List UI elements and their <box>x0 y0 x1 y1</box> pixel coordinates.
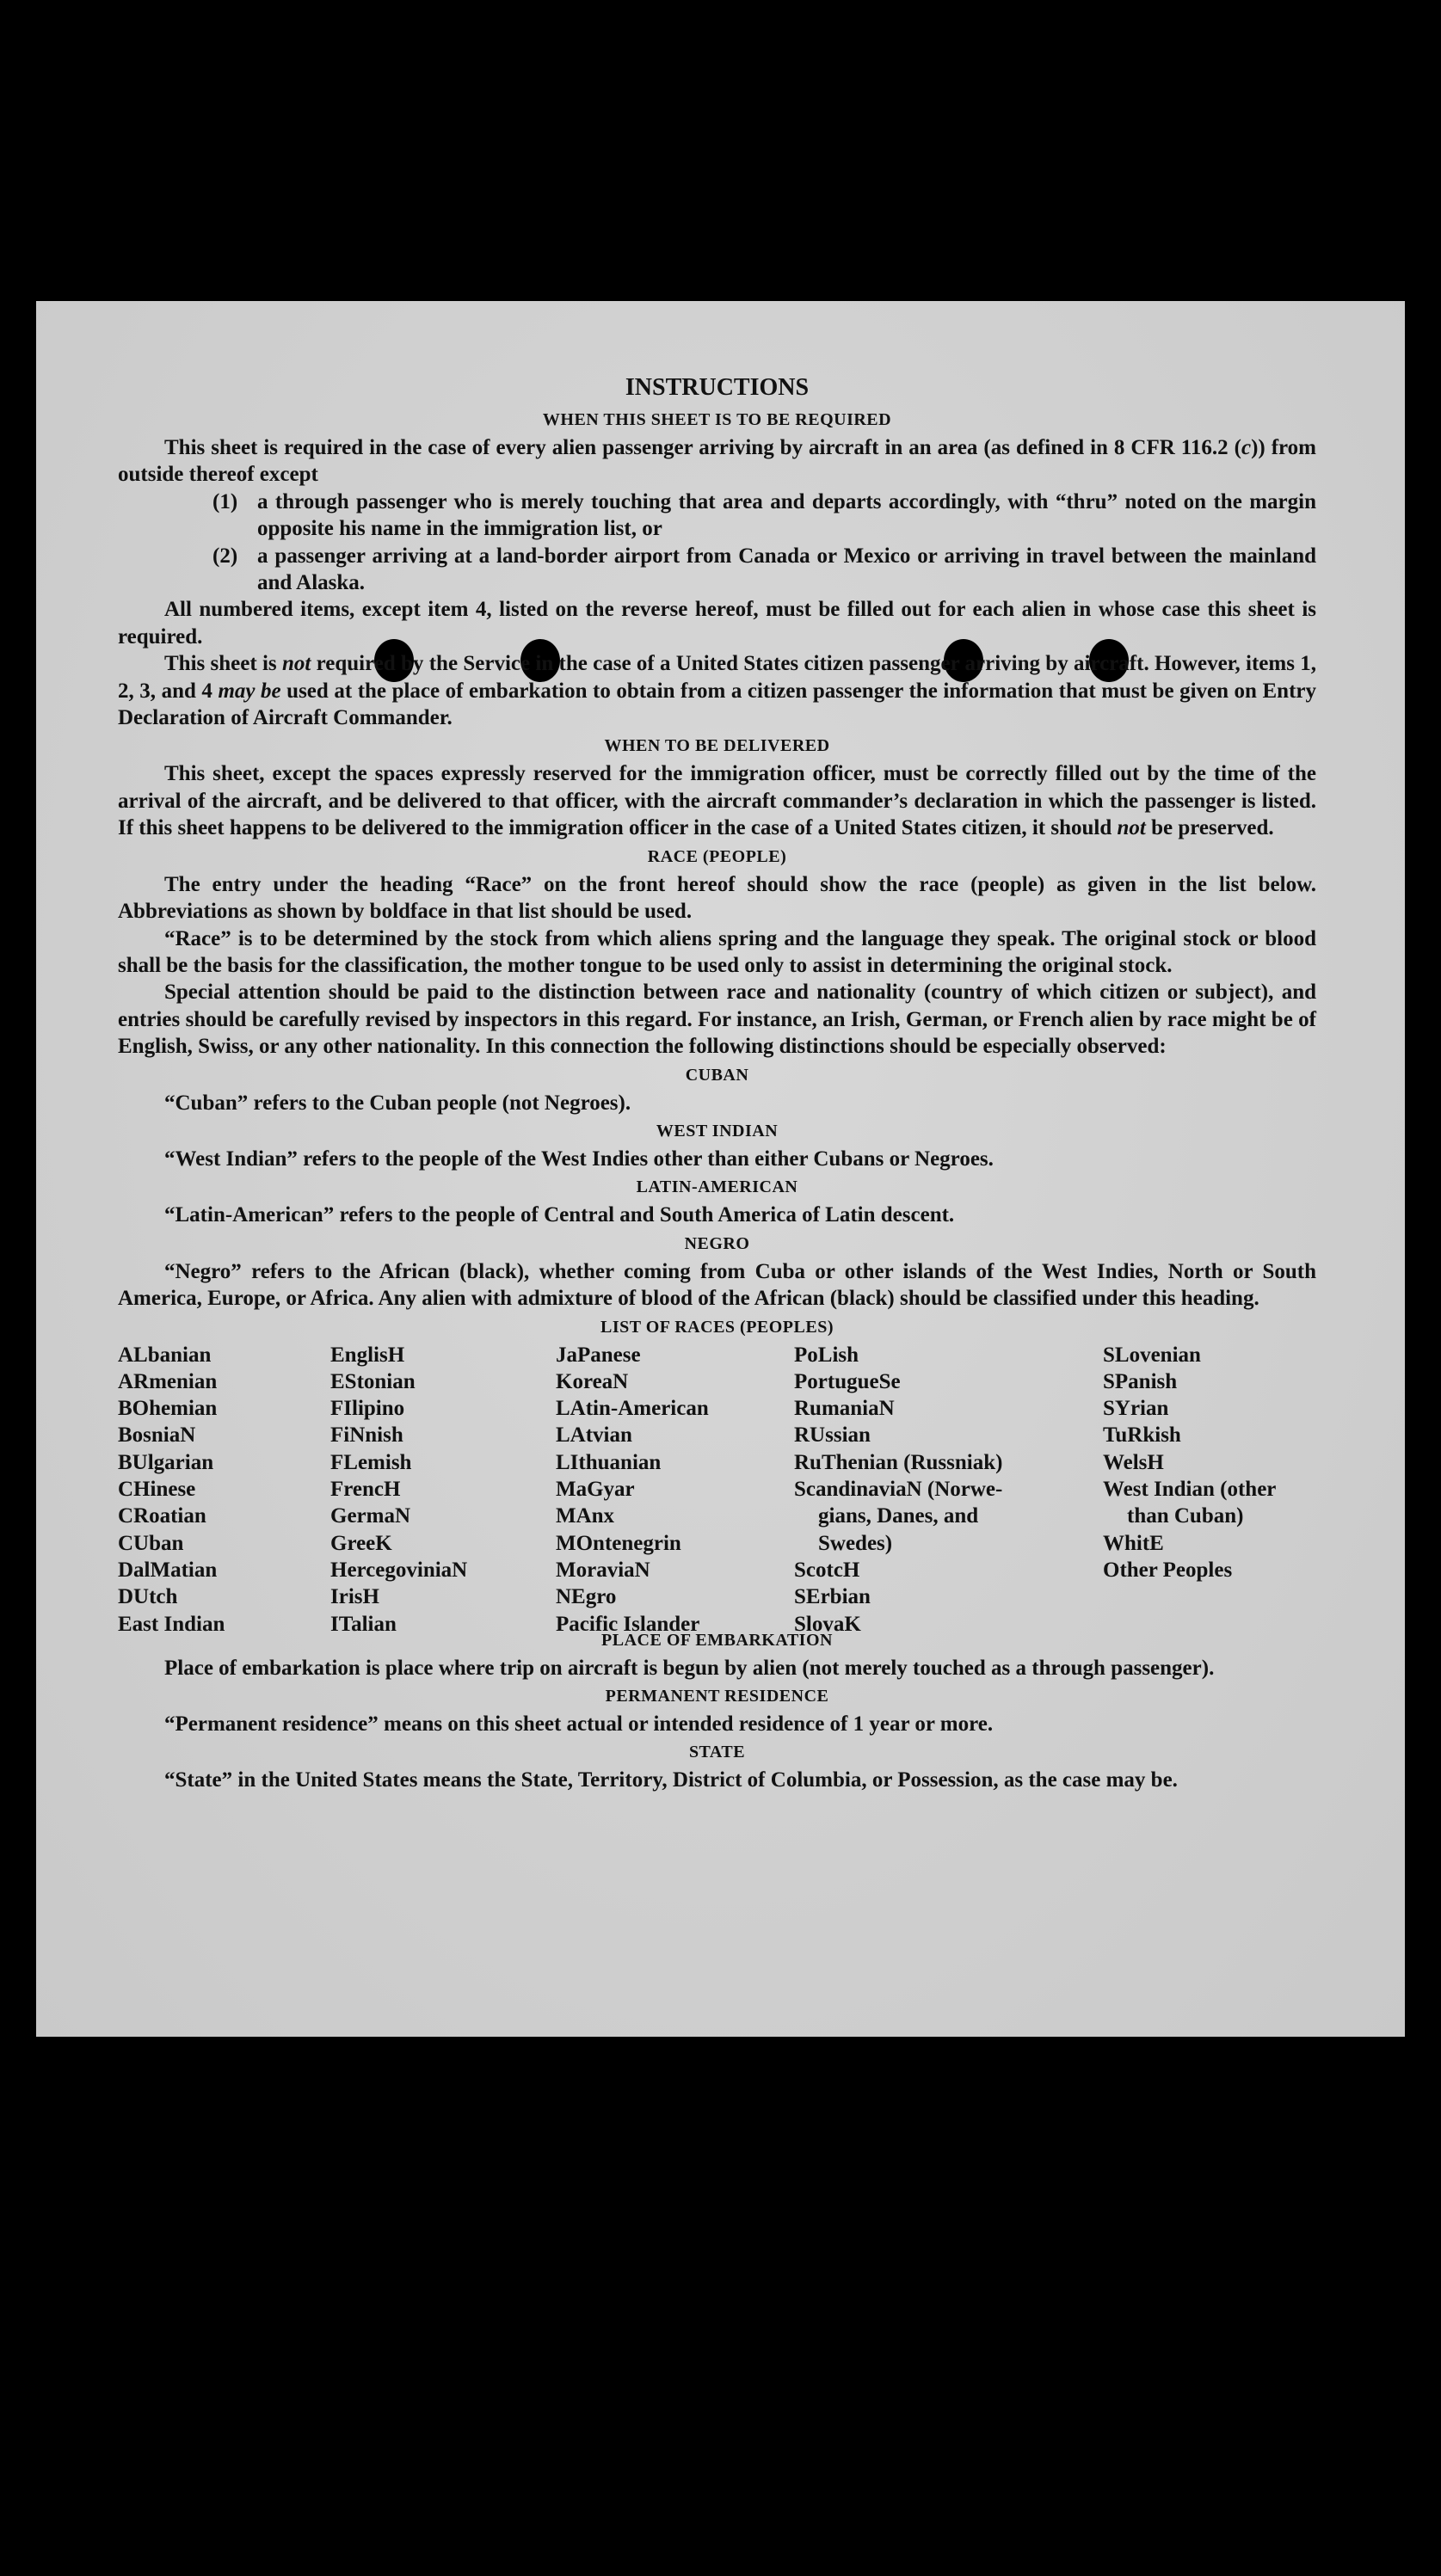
text: This sheet, except the spaces expressly reserved for the immigration officer, must be correctly filled out by the time of the arrival of the aircraft, and be delivered to that officer, with the aircraft commander’s declaration in which the passenger is listed. If this sheet happens to be delivered to the immigration officer in the case of a United States citizen, it should <box>118 762 1316 840</box>
race-entry: HercegoviniaN <box>330 1558 468 1582</box>
race-entry: FiNnish <box>330 1423 403 1448</box>
race-entry: Swedes) <box>818 1531 893 1555</box>
race-column <box>118 1342 225 1638</box>
paragraph: “Negro” refers to the African (black), whether coming from Cuba or other islands of the West Indies, North or South America, Europe, or Africa. Any alien with admixture of blood of the African (black) should be classified under this heading. <box>118 1259 1316 1311</box>
race-entry: Pacific Islander <box>556 1612 700 1636</box>
race-entry: than Cuban) <box>1127 1504 1244 1528</box>
race-column <box>794 1342 1002 1638</box>
race-entry: IrisH <box>330 1585 379 1609</box>
race-list <box>118 1342 1316 1636</box>
race-column <box>330 1342 467 1638</box>
race-entry: ScandinaviaN (Norwe- <box>794 1478 1003 1502</box>
race-entry: DalMatian <box>118 1558 218 1582</box>
section-heading: NEGRO <box>684 1233 750 1253</box>
text: c <box>1241 436 1252 459</box>
race-entry: MOntenegrin <box>556 1531 681 1555</box>
list-item <box>212 543 1316 597</box>
race-entry: WhitE <box>1103 1531 1164 1555</box>
race-entry: EStonian <box>330 1369 416 1393</box>
race-entry: ITalian <box>330 1612 397 1636</box>
item-text: a passenger arriving at a land-border airport from Canada or Mexico or arriving in travel between the mainland and Alaska. <box>257 544 1316 595</box>
race-entry: PoLish <box>794 1343 859 1367</box>
race-entry: MoraviaN <box>556 1558 650 1582</box>
paragraph: Special attention should be paid to the distinction between race and nationality (country of which citizen or subject), and entries should be carefully revised by inspectors in this regard. For instance, an Irish, German, or French alien by race might be of English, Swiss, or any other nationality. In this connection the following distinctions should be especially observed: <box>118 981 1316 1059</box>
item-text: a through passenger who is merely touching that area and departs accordingly, with “thru” noted on the margin opposite his name in the immigration list, or <box>257 489 1316 541</box>
race-entry: CHinese <box>118 1478 196 1502</box>
text: be preserved. <box>1145 816 1274 840</box>
race-entry: ScotcH <box>794 1558 860 1582</box>
paragraph <box>118 650 1316 731</box>
race-entry: FLemish <box>330 1450 412 1474</box>
race-entry: RumaniaN <box>794 1397 895 1421</box>
race-entry: CRoatian <box>118 1504 206 1528</box>
race-entry: CUban <box>118 1531 184 1555</box>
section-heading: PLACE OF EMBARKATION <box>601 1630 833 1650</box>
paragraph: “West Indian” refers to the people of the West Indies other than either Cubans or Negroes. <box>164 1147 994 1171</box>
paragraph: All numbered items, except item 4, listed on the reverse hereof, must be filled out for each alien in whose case this sheet is required. <box>118 598 1316 649</box>
section-heading: RACE (PEOPLE) <box>647 846 787 866</box>
race-entry: GreeK <box>330 1531 392 1555</box>
section-heading: CUBAN <box>685 1065 749 1085</box>
paragraph <box>118 434 1316 489</box>
text: )) from outside thereof except <box>118 436 1316 487</box>
text: This sheet is required in the case of every alien passenger arriving by aircraft in an area (as defined in 8 CFR 116.2 ( <box>164 436 1241 459</box>
race-entry: West Indian (other <box>1103 1478 1277 1502</box>
race-entry: TuRkish <box>1103 1423 1181 1448</box>
race-entry: LAtin-American <box>556 1397 709 1421</box>
list-item <box>212 489 1316 543</box>
race-entry: SErbian <box>794 1585 871 1609</box>
race-entry: JaPanese <box>556 1343 641 1367</box>
race-entry: FIlipino <box>330 1397 405 1421</box>
paragraph: Place of embarkation is place where trip on aircraft is begun by alien (not merely touched as a through passenger). <box>164 1656 1215 1680</box>
race-entry: LAtvian <box>556 1423 632 1448</box>
section-heading: LATIN-AMERICAN <box>636 1177 798 1197</box>
paragraph: “Cuban” refers to the Cuban people (not Negroes). <box>164 1091 631 1115</box>
text: not <box>1117 816 1146 840</box>
paragraph: “Race” is to be determined by the stock from which aliens spring and the language they speak. The original stock or blood shall be the basis for the classification, the mother tongue to be used only to assist in determining the original stock. <box>118 926 1316 977</box>
paragraph: “State” in the United States means the State, Territory, District of Columbia, or Possession, as the case may be. <box>164 1768 1178 1792</box>
paragraph <box>118 760 1316 841</box>
race-entry: SYrian <box>1103 1397 1169 1421</box>
race-entry: SLovenian <box>1103 1343 1201 1367</box>
race-entry: BUlgarian <box>118 1450 214 1474</box>
race-entry: RuThenian (Russniak) <box>794 1450 1003 1474</box>
race-entry: Other Peoples <box>1103 1558 1233 1582</box>
race-entry: RUssian <box>794 1423 871 1448</box>
text: not <box>281 652 311 676</box>
section-heading: WHEN THIS SHEET IS TO BE REQUIRED <box>542 410 892 429</box>
race-entry: DUtch <box>118 1585 178 1609</box>
race-entry: NEgro <box>556 1585 617 1609</box>
race-entry: gians, Danes, and <box>818 1504 979 1528</box>
section-heading: WEST INDIAN <box>656 1121 779 1140</box>
race-entry: MAnx <box>556 1504 615 1528</box>
race-entry: WelsH <box>1103 1450 1164 1474</box>
race-entry: LIthuanian <box>556 1450 662 1474</box>
item-number: (2) <box>212 544 238 568</box>
race-entry: East Indian <box>118 1612 225 1636</box>
race-entry: GermaN <box>330 1504 411 1528</box>
instructions-body <box>118 371 1316 1794</box>
section-heading: STATE <box>688 1743 746 1762</box>
text: used at the place of embarkation to obtain from a citizen passenger the information that must be given on Entry Declaration of Aircraft Commander. <box>118 679 1316 730</box>
paragraph: “Permanent residence” means on this sheet actual or intended residence of 1 year or more. <box>164 1712 994 1736</box>
item-number: (1) <box>212 489 238 513</box>
race-entry: ARmenian <box>118 1369 218 1393</box>
race-entry: BOhemian <box>118 1397 218 1421</box>
section-heading: WHEN TO BE DELIVERED <box>604 736 830 756</box>
page-title: INSTRUCTIONS <box>625 374 810 401</box>
race-entry: PortugueSe <box>794 1369 901 1393</box>
race-entry: MaGyar <box>556 1478 635 1502</box>
race-column <box>556 1342 709 1638</box>
paragraph: The entry under the heading “Race” on the front hereof should show the race (people) as given in the list below. Abbreviations as shown by boldface in that list should be used. <box>118 872 1316 924</box>
section-heading: PERMANENT RESIDENCE <box>605 1686 829 1706</box>
race-entry: EnglisH <box>330 1343 405 1367</box>
paragraph: “Latin-American” refers to the people of Central and South America of Latin descent. <box>164 1203 955 1227</box>
text: may be <box>218 679 281 703</box>
race-entry: SlovaK <box>794 1612 861 1636</box>
race-column <box>1103 1342 1276 1584</box>
text: required by the Service in the case of a United States citizen passenger arriving by aircraft. However, items 1, 2, 3, and 4 <box>118 652 1316 703</box>
section-heading: LIST OF RACES (PEOPLES) <box>600 1317 834 1337</box>
race-entry: SPanish <box>1103 1369 1178 1393</box>
race-entry: BosniaN <box>118 1423 196 1448</box>
text: This sheet is <box>164 652 282 676</box>
race-entry: KoreaN <box>556 1369 629 1393</box>
race-entry: ALbanian <box>118 1343 212 1367</box>
race-entry: FrencH <box>330 1478 401 1502</box>
